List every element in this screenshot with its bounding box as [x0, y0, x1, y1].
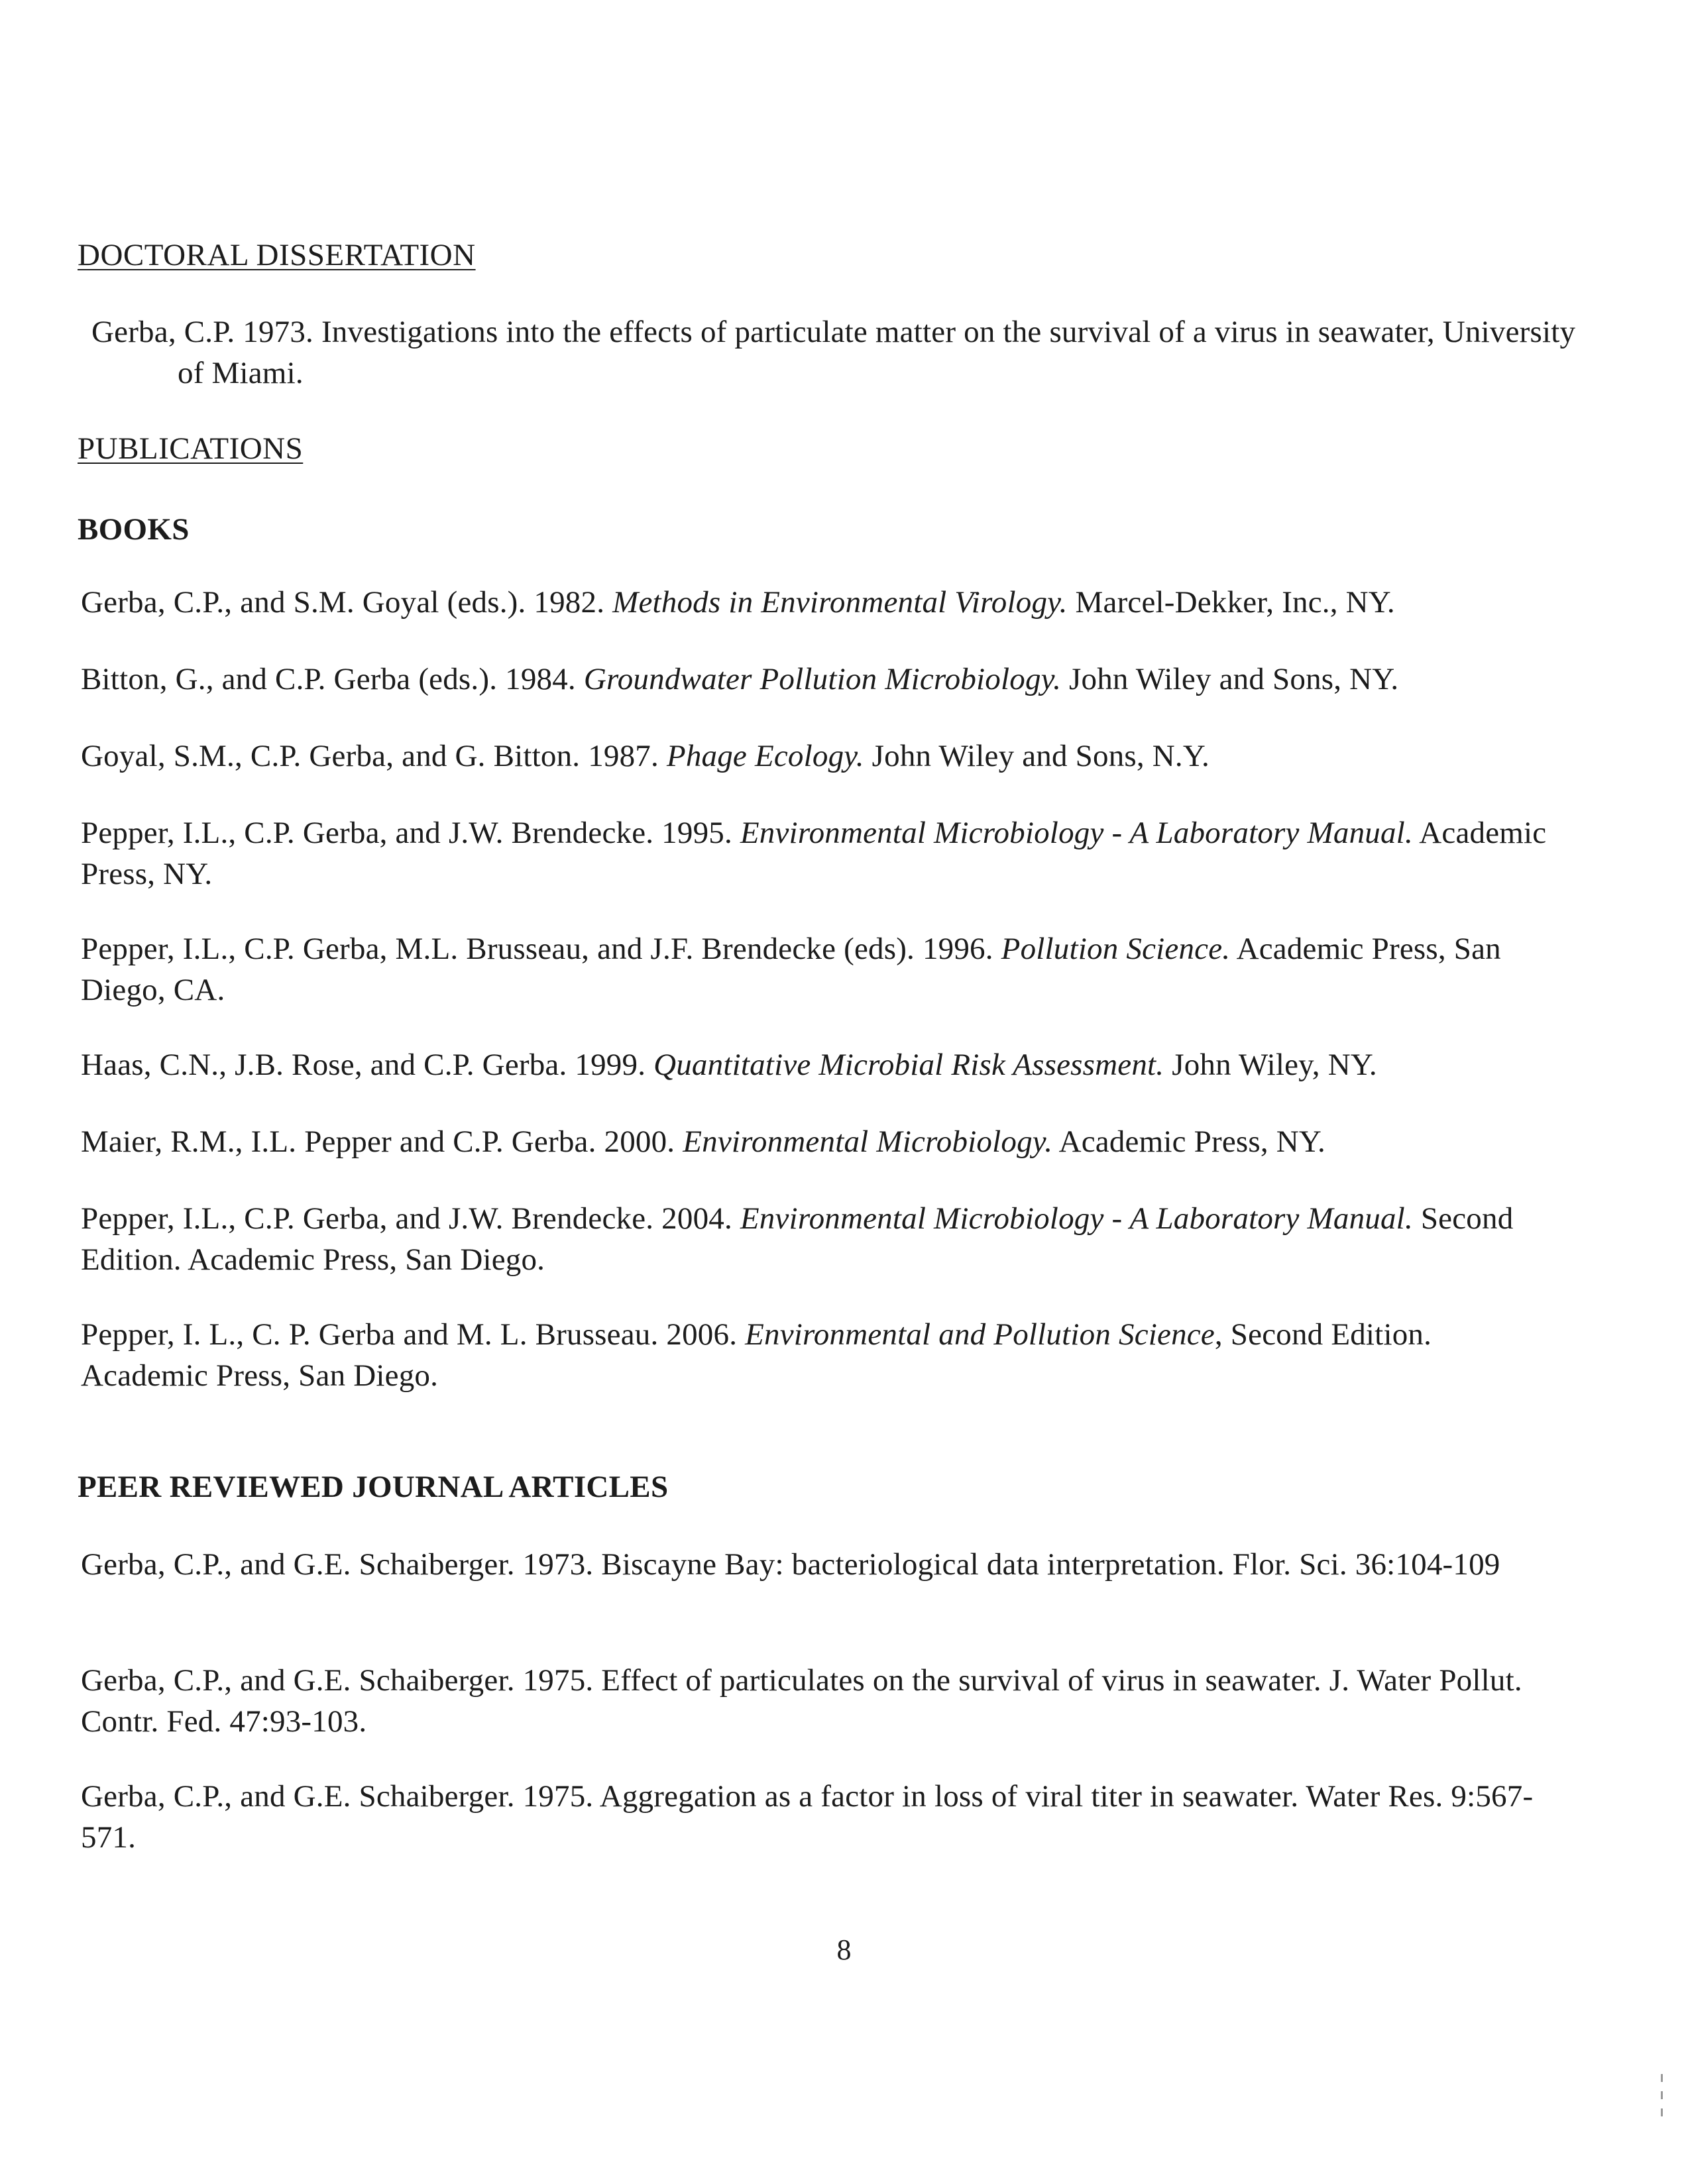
book-entry: [81, 582, 1559, 623]
entry-title: Quantitative Microbial Risk Assessment.: [653, 1048, 1164, 1082]
dissertation-entry: [91, 311, 1603, 394]
entry-title: Environmental Microbiology - A Laboratory Manual.: [740, 816, 1413, 850]
entry-authors: Bitton, G., and C.P. Gerba (eds.). 1984.: [81, 662, 584, 696]
entry-text: Gerba, C.P., and G.E. Schaiberger. 1973. Biscayne Bay: bacteriological data interpretation. Flor. Sci. 36:104-109: [81, 1547, 1500, 1582]
page-number: 8: [836, 1934, 852, 1966]
entry-authors: Goyal, S.M., C.P. Gerba, and G. Bitton. 1987.: [81, 739, 667, 773]
entry-publisher: John Wiley and Sons, NY.: [1061, 662, 1399, 696]
entry-authors: Maier, R.M., I.L. Pepper and C.P. Gerba. 2000.: [81, 1124, 683, 1159]
book-entry: [81, 1121, 1559, 1162]
entry-text: Gerba, C.P. 1973. Investigations into the effects of particulate matter on the survival of a virus in seawater, University of Miami.: [91, 315, 1576, 390]
entry-title: Pollution Science.: [1001, 932, 1231, 966]
article-entry: [81, 1776, 1559, 1858]
article-entry: [81, 1544, 1559, 1585]
entry-authors: Gerba, C.P., and S.M. Goyal (eds.). 1982.: [81, 585, 613, 620]
entry-title: Phage Ecology.: [666, 739, 864, 773]
entry-title: Groundwater Pollution Microbiology.: [583, 662, 1062, 696]
book-entry: [81, 736, 1559, 777]
book-entry: [81, 659, 1559, 700]
dissertation-heading: DOCTORAL DISSERTATION: [78, 238, 476, 272]
book-entry: [81, 812, 1559, 895]
publications-heading: PUBLICATIONS: [78, 431, 304, 466]
entry-title: Methods in Environmental Virology.: [612, 585, 1068, 620]
entry-publisher: Marcel-Dekker, Inc., NY.: [1067, 585, 1395, 620]
entry-title: Environmental Microbiology.: [683, 1124, 1053, 1159]
scan-artifact-mark: [1661, 2091, 1663, 2099]
entry-publisher: Academic Press, NY.: [1052, 1124, 1325, 1159]
entry-authors: Pepper, I.L., C.P. Gerba, and J.W. Brendecke. 1995.: [81, 816, 740, 850]
entry-text: Gerba, C.P., and G.E. Schaiberger. 1975. Aggregation as a factor in loss of viral titer in seawater. Water Res. 9:567-571.: [81, 1779, 1534, 1855]
entry-authors: Pepper, I.L., C.P. Gerba, and J.W. Brendecke. 2004.: [81, 1201, 740, 1236]
entry-publisher: John Wiley and Sons, N.Y.: [864, 739, 1210, 773]
book-entry: [81, 928, 1559, 1010]
entry-authors: Pepper, I. L., C. P. Gerba and M. L. Brusseau. 2006.: [81, 1317, 746, 1352]
scan-artifact-mark: [1661, 2108, 1663, 2116]
books-heading: BOOKS: [78, 512, 190, 547]
entry-text: Gerba, C.P., and G.E. Schaiberger. 1975. Effect of particulates on the survival of virus in seawater. J. Water Pollut. Contr. Fed. 47:93-103.: [81, 1663, 1522, 1739]
entry-title: Environmental Microbiology - A Laboratory Manual.: [740, 1201, 1413, 1236]
entry-publisher: Academic Press, NY.: [81, 816, 1547, 891]
book-entry: [81, 1044, 1559, 1085]
scan-artifact-mark: [1661, 2074, 1663, 2082]
entry-title: Environmental and Pollution Science: [745, 1317, 1215, 1352]
entry-publisher: Second Edition. Academic Press, San Diego.: [81, 1201, 1514, 1277]
book-entry: [81, 1314, 1559, 1396]
entry-publisher: Academic Press, San Diego, CA.: [81, 932, 1501, 1007]
entry-authors: Haas, C.N., J.B. Rose, and C.P. Gerba. 1999.: [81, 1048, 654, 1082]
article-entry: [81, 1660, 1559, 1742]
entry-publisher: John Wiley, NY.: [1164, 1048, 1377, 1082]
articles-heading: PEER REVIEWED JOURNAL ARTICLES: [78, 1470, 669, 1504]
entry-publisher: , Second Edition. Academic Press, San Diego.: [81, 1317, 1432, 1393]
entry-authors: Pepper, I.L., C.P. Gerba, M.L. Brusseau, and J.F. Brendecke (eds). 1996.: [81, 932, 1001, 966]
book-entry: [81, 1198, 1559, 1280]
